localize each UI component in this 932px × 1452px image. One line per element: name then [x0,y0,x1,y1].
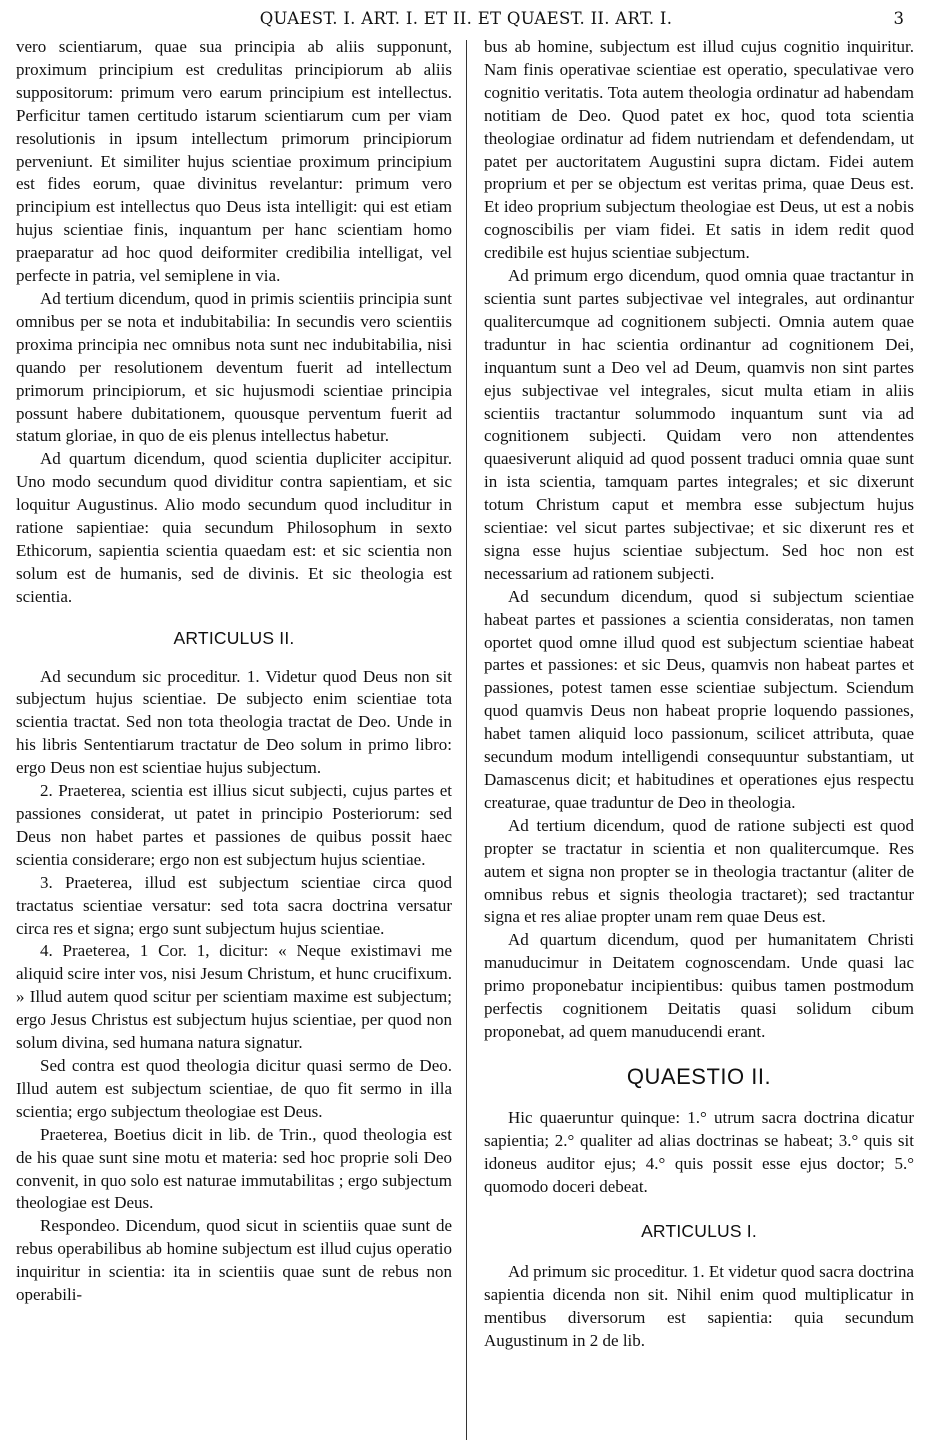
paragraph: Ad primum ergo dicendum, quod omnia quae tractantur in scientia sunt partes subjectivae vel integrales, aut ordinantur qualitercumque ad cognitionem subjecti. Omnia autem quae traduntur in hac scientia ordinantur ad cognitionem Dei, inquantum sunt a Deo vel ad Deum, quamvis non sint partes ejus subjectivae vel integrales, sicut multa etiam in aliis scientiis tractantur solummodo inquantum sunt via ad cognitionem subjecti. Quidam vero non attendentes quaesiverunt aliquid ad quod possent traduci omnia quae sunt in ista scientia, tamquam partes integrales; et sic dixerunt totum Christum caput et membra esse subjectum hujus scientiae: vel sicut partes subjectivae; et sic dixerunt res et signa esse hujus scientiae subjectum. Sed hoc non est necessarium ad rationem subjecti. [484,266,914,583]
paragraph: Ad tertium dicendum, quod in primis scientiis principia sunt omnibus per se nota et indubitabilia: In secundis vero scientiis proxima principia nec omnibus nota sunt nec indubitabilia, nisi quando per resolutionem deventum fuerit ad intellectum primorum principiorum, et sic hujusmodi scientiae principia possunt habere dubitationem, quousque perventum fuerit ad statum gloriae, in quo de eis plenus intellectus habetur. [16,288,452,446]
paragraph: Ad tertium dicendum, quod de ratione subjecti est quod propter se tractatur in scientia et non qualitercumque. Res autem et signa non propter se in theologia tractantur (aliter de omnibus rebus et signis theologia tractaret); sed tractantur signa et res aliae propter unam rem quae Deus est. [484,815,914,927]
paragraph: 2. Praeterea, scientia est illius sicut subjecti, cujus partes et passiones considerat, ut patet in principio Posteriorum: sed Deus non habet partes et passiones de quibus possit haec scientia considerare; ergo non est subjectum hujus scientiae. [16,781,452,869]
page-number: 3 [893,9,904,28]
right-column [484,36,914,1353]
paragraph: 4. Praeterea, 1 Cor. 1, dicitur: « Neque existimavi me aliquid scire inter vos, nisi Jesum Christum, et hunc crucifixum. » Illud autem quod scitur per scientiam maxime est subjectum; ergo Jesus Christus est subjectum hujus scientiae, per quod non solum divina, sed humana natura signatur. [16,941,452,1053]
paragraph: Respondeo. Dicendum, quod sicut in scientiis quae sunt de rebus operabilibus ab homine subjectum est illud cujus operatio inquiritur in scientia: ita in scientiis quae sunt de rebus non operabili- [16,1216,452,1305]
article-heading: ARTICULUS II. [173,627,295,648]
paragraph: bus ab homine, subjectum est illud cujus cognitio inquiritur. Nam finis operativae scientiae est operatio, speculativae vero cognitio veritatis. Tota autem theologia ordinatur ad habendam notitiam de Deo. Quod patet ex hoc, quod tota scientia theologiae ordinatur ad fidem nutriendam et defendendam, ut patet per auctoritatem Augustini supra dictam. Fidei autem proprium et per se objectum est veritas prima, quae Deus est. Et ideo proprium subjectum theologiae est Deus, ut est a nobis cognoscibilis per viam fidei. Et satis in idem redit quod credibile est hujus scientiae subjectum. [484,37,914,263]
paragraph: Hic quaeruntur quinque: 1.° utrum sacra doctrina dicatur sapientia; 2.° qualiter ad alias doctrinas se habeat; 3.° quis sit idoneus auditor ejus; 4.° quis possit esse ejus doctor; 5.° quomodo doceri debeat. [484,1107,914,1196]
paragraph: Sed contra est quod theologia dicitur quasi sermo de Deo. Illud autem est subjectum scientiae, de quo fit sermo in illa scientia; ergo subjectum theologiae est Deus. [16,1055,452,1121]
left-column [16,36,452,1307]
running-title: QUAEST. I. ART. I. ET II. ET QUAEST. II. ART. I. [259,9,673,28]
running-header [0,6,932,32]
question-heading: QUAESTIO II. [626,1063,772,1089]
paragraph: Ad primum sic proceditur. 1. Et videtur quod sacra doctrina sapientia dicenda non sit. Nihil enim quod multiplicatur in mentibus diversorum est sapientia: quia secundum Augustinum in 2 de lib. [484,1262,914,1351]
paragraph: Ad quartum dicendum, quod per humanitatem Christi manuducimur in Deitatem cognoscendam. Unde quasi lac primo proponebatur incipientibus: quibus tamen postmodum perfectis cognitionem Deitatis quasi solidum cibum proponebat, ad quem manuducendi erant. [484,930,914,1041]
paragraph: 3. Praeterea, illud est subjectum scientiae circa quod tractatus scientiae versatur: sed tota sacra doctrina versatur circa res et signa; ergo sunt subjectum hujus scientiae. [16,872,452,938]
column-divider [466,40,467,1440]
paragraph: vero scientiarum, quae sua principia ab aliis supponunt, proximum principium est credulitas principiorum ab aliis suppositorum: primum vero earum principium est intellectus. Perficitur tamen certitudo istarum scientiarum cum per viam resolutionis in ipsum intellectum primorum principiorum perveniunt. Et similiter hujus scientiae proximum principium est fides eorum, quae divinitus revelantur: primum vero principium est intellectus quo Deus ista intelligit: qui est etiam hujus scientiae finis, inquantum per hanc scientiam homo praeparatur ad hoc quod deiformiter credibilia intelligat, vel perfecte in patria, vel semiplene in via. [16,37,452,286]
paragraph: Ad secundum sic proceditur. 1. Videtur quod Deus non sit subjectum hujus scientiae. De subjecto enim scientiae tota scientia tractat. Sed non tota theologia tractat de Deo. Unde in his libris Sententiarum tractatur de Deo solum in primo libro: ergo Deus non est scientiae hujus subjectum. [16,666,452,778]
paragraph: Ad secundum dicendum, quod si subjectum scientiae habeat partes et passiones a scientia consideratas, non tamen oportet quod omne illud quod est subjectum scientiae habeat partes et passiones: et sic Deus, quamvis non habeat partes et passiones, potest tamen esse scientiae subjectum. Sciendum quod quamvis Deus non habeat proprie loquendo passiones, habet tamen aliquid loco passionum, scilicet attributa, quae secundum modum intelligendi consequuntur substantiam, ut Damascenus dicit; et habitudines et operationes ejus respectu creaturae, quae traduntur de Deo in theologia. [484,586,914,812]
paragraph: Ad quartum dicendum, quod scientia dupliciter accipitur. Uno modo secundum quod dividitur contra sapientiam, et sic loquitur Augustinus. Alio modo secundum quod includitur in ratione sapientiae: quia secundum Philosophum in sexto Ethicorum, sapientia scientia quaedam est: et sic scientia non solum est de humanis, sed de divinis. Et sic theologia est scientia. [16,449,452,606]
article-heading: ARTICULUS I. [641,1221,757,1242]
paragraph: Praeterea, Boetius dicit in lib. de Trin., quod theologia est de his quae sunt sine motu et materia: sed hoc proprie soli Deo convenit, in quo solo est naturae immutabilitas ; ergo subjectum theologiae est Deus. [16,1124,452,1213]
